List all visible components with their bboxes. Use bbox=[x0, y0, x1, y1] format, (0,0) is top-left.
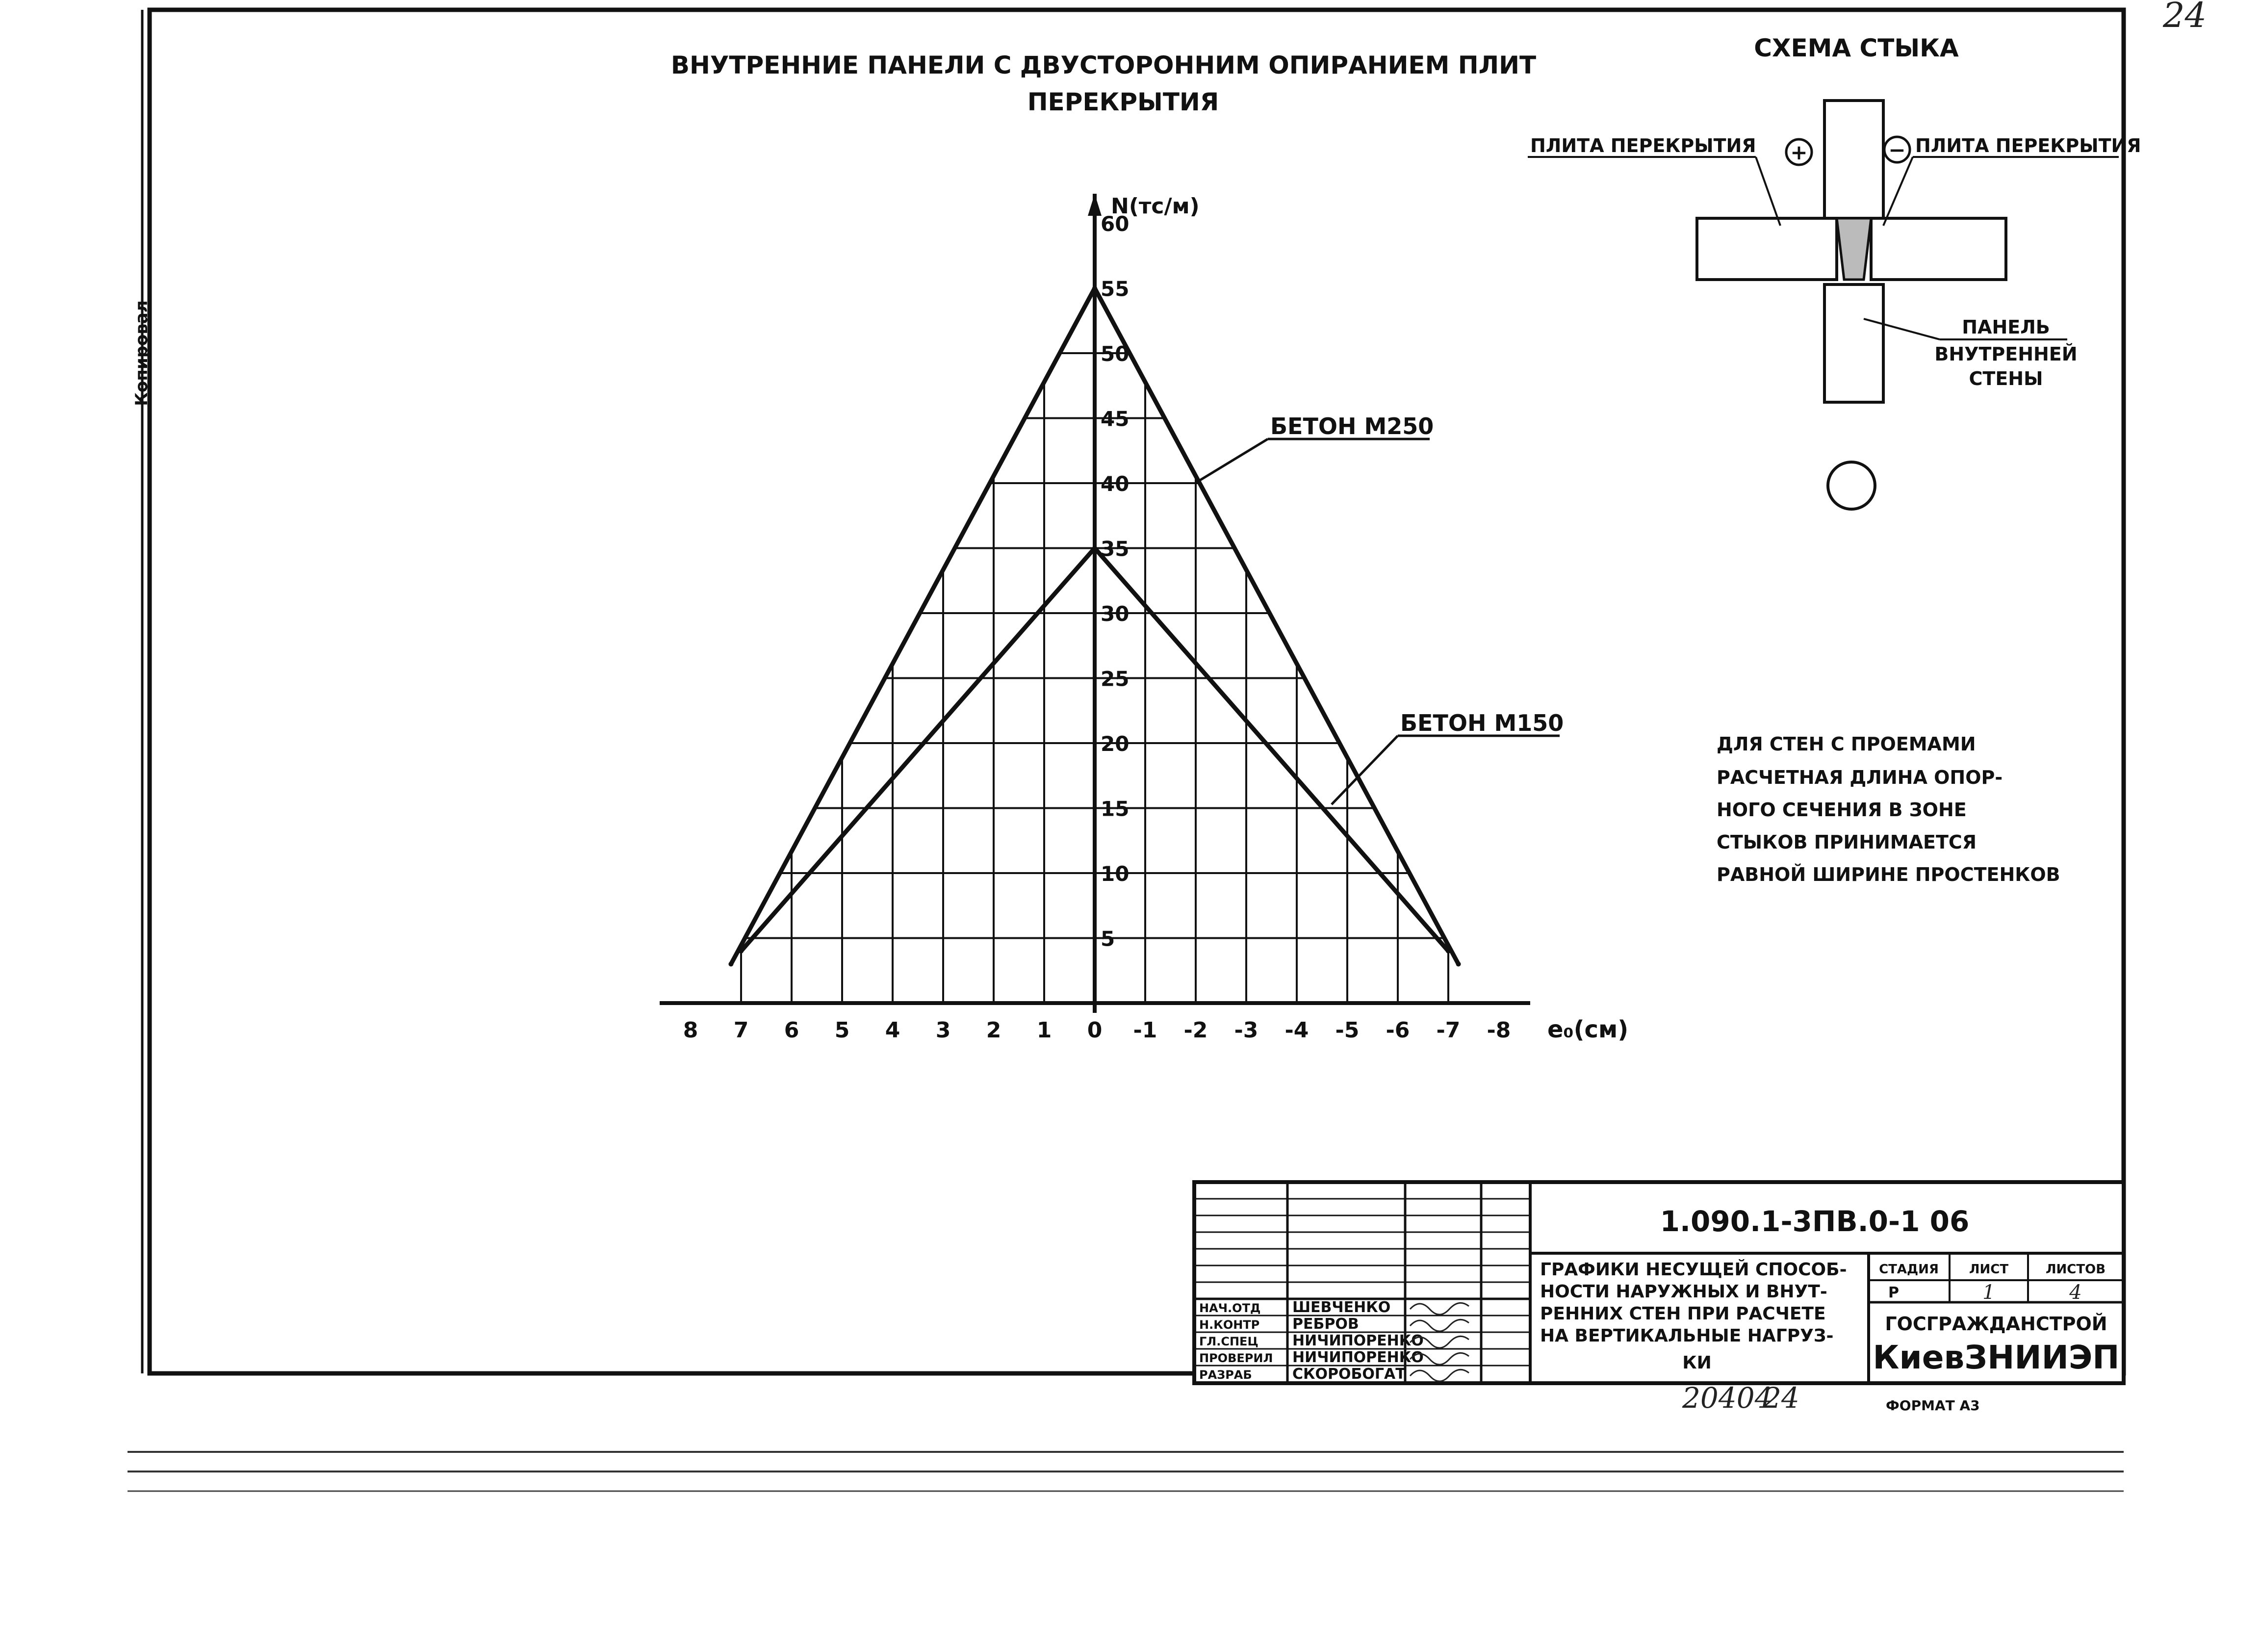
chart-title-line1: ВНУТРЕННИЕ ПАНЕЛИ С ДВУСТОРОННИМ ОПИРАНИЕМ ПЛИТ bbox=[670, 51, 1537, 79]
x-tick-label: 6 bbox=[784, 1018, 799, 1043]
stamp-desc-line1: ГРАФИКИ НЕСУЩЕЙ СПОСОБ- bbox=[1540, 1260, 1847, 1280]
y-axis-arrow bbox=[1088, 194, 1102, 216]
y-tick-label: 10 bbox=[1101, 862, 1130, 886]
axis-marker-circle bbox=[1828, 462, 1875, 509]
plate-right-label: ПЛИТА ПЕРЕКРЫТИЯ bbox=[1915, 135, 2141, 156]
series-point-m150 bbox=[739, 949, 744, 954]
x-tick-label: 7 bbox=[733, 1018, 749, 1043]
stamp-desc-line5: КИ bbox=[1682, 1353, 1712, 1373]
note-line5: РАВНОЙ ШИРИНЕ ПРОСТЕНКОВ bbox=[1717, 864, 2060, 885]
x-tick-label: -5 bbox=[1335, 1018, 1360, 1043]
plate-left-label: ПЛИТА ПЕРЕКРЫТИЯ bbox=[1530, 135, 1756, 156]
sheet-value: 1 bbox=[1982, 1281, 1995, 1304]
legend-label-m250: БЕТОН М250 bbox=[1270, 413, 1434, 439]
inventory-page: 24 bbox=[1763, 1381, 1799, 1415]
y-tick-label: 25 bbox=[1101, 667, 1130, 691]
note-line4: СТЫКОВ ПРИНИМАЕТСЯ bbox=[1717, 831, 1977, 853]
x-tick-label: -8 bbox=[1487, 1018, 1511, 1043]
stamp-desc-line3: РЕННИХ СТЕН ПРИ РАСЧЕТЕ bbox=[1540, 1304, 1826, 1324]
y-tick-label: 55 bbox=[1101, 277, 1130, 301]
x-tick-label: 0 bbox=[1087, 1018, 1103, 1043]
stamp-desc-line4: НА ВЕРТИКАЛЬНЫЕ НАГРУЗ- bbox=[1540, 1326, 1834, 1346]
left-plate bbox=[1697, 218, 1837, 280]
inventory-mark: 20404 bbox=[1682, 1381, 1773, 1415]
sheet-label: ЛИСТ bbox=[1969, 1262, 2009, 1277]
panel-label-line2: ВНУТРЕННЕЙ bbox=[1934, 343, 2078, 365]
y-tick-label: 50 bbox=[1101, 342, 1130, 366]
x-tick-label: 2 bbox=[986, 1018, 1002, 1043]
chart-axes bbox=[660, 194, 1530, 1013]
y-tick-label: 40 bbox=[1101, 472, 1130, 496]
format-label: ФОРМАТ А3 bbox=[1886, 1397, 1980, 1414]
stage-label: СТАДИЯ bbox=[1879, 1262, 1939, 1277]
panel-label-line1: ПАНЕЛЬ bbox=[1962, 316, 2050, 338]
note-line1: ДЛЯ СТЕН С ПРОЕМАМИ bbox=[1717, 733, 1976, 755]
lower-wall-panel bbox=[1824, 284, 1883, 402]
org-line1: ГОСГРАЖДАНСТРОЙ bbox=[1885, 1313, 2107, 1335]
y-tick-label: 60 bbox=[1101, 212, 1130, 236]
title-block bbox=[1194, 1182, 2124, 1383]
page-mark: 24 bbox=[2163, 0, 2207, 35]
y-tick-label: 30 bbox=[1101, 602, 1130, 626]
plate-right-leader bbox=[1883, 157, 1913, 226]
note-line2: РАСЧЕТНАЯ ДЛИНА ОПОР- bbox=[1717, 767, 2003, 788]
plus-sign: + bbox=[1790, 140, 1808, 164]
series-point-m250 bbox=[1092, 286, 1097, 291]
y-tick-label: 15 bbox=[1101, 797, 1130, 821]
series-point-m250 bbox=[1456, 962, 1461, 967]
x-tick-label: 8 bbox=[683, 1018, 698, 1043]
sheets-value: 4 bbox=[2069, 1281, 2082, 1304]
signer-role: Н.КОНТР bbox=[1199, 1318, 1260, 1332]
legend-leader-m250 bbox=[1199, 439, 1268, 481]
signer-name: ШЕВЧЕНКО bbox=[1292, 1299, 1391, 1316]
plate-left-leader bbox=[1756, 157, 1780, 226]
x-tick-label: -3 bbox=[1234, 1018, 1258, 1043]
y-tick-label: 20 bbox=[1101, 732, 1130, 756]
signer-name: СКОРОБОГАТ bbox=[1292, 1366, 1406, 1383]
signer-name: РЕБРОВ bbox=[1292, 1316, 1359, 1333]
x-tick-label: -1 bbox=[1133, 1018, 1157, 1043]
side-stamp: Копировал bbox=[132, 300, 152, 406]
signer-role: НАЧ.ОТД bbox=[1199, 1301, 1261, 1315]
y-tick-label: 5 bbox=[1101, 927, 1115, 951]
panel-label-leader bbox=[1864, 319, 1940, 339]
joint-mortar bbox=[1837, 218, 1871, 280]
signer-name: НИЧИПОРЕНКО bbox=[1292, 1349, 1424, 1366]
x-tick-label: -7 bbox=[1436, 1018, 1461, 1043]
signer-role: ГЛ.СПЕЦ bbox=[1199, 1335, 1258, 1348]
x-tick-label: -4 bbox=[1284, 1018, 1309, 1043]
minus-sign: − bbox=[1888, 138, 1906, 162]
signer-role: РАЗРАБ bbox=[1199, 1368, 1252, 1382]
design-note bbox=[1717, 733, 2060, 885]
series-point-m250 bbox=[728, 962, 733, 967]
chart-ticks bbox=[683, 212, 1511, 1043]
note-line3: НОГО СЕЧЕНИЯ В ЗОНЕ bbox=[1717, 799, 1967, 821]
right-plate bbox=[1871, 218, 2006, 280]
panel-label-line3: СТЕНЫ bbox=[1969, 368, 2043, 389]
stamp-code: 1.090.1-3ПВ.0-1 06 bbox=[1660, 1205, 1970, 1238]
signer-name: НИЧИПОРЕНКО bbox=[1292, 1332, 1424, 1349]
chart-title-line2: ПЕРЕКРЫТИЯ bbox=[1027, 88, 1219, 116]
upper-wall-panel bbox=[1824, 101, 1883, 218]
x-tick-label: 3 bbox=[935, 1018, 951, 1043]
x-tick-label: -6 bbox=[1386, 1018, 1410, 1043]
series-point-m150 bbox=[1092, 546, 1097, 551]
sheets-label: ЛИСТОВ bbox=[2045, 1262, 2106, 1277]
stage-value: Р bbox=[1888, 1284, 1899, 1301]
x-tick-label: 4 bbox=[885, 1018, 900, 1043]
x-axis-label: e₀(см) bbox=[1547, 1016, 1629, 1043]
y-tick-label: 35 bbox=[1101, 537, 1130, 561]
x-tick-label: -2 bbox=[1183, 1018, 1208, 1043]
y-tick-label: 45 bbox=[1101, 407, 1130, 431]
series-point-m150 bbox=[1446, 949, 1451, 954]
capacity-chart bbox=[660, 194, 1628, 1043]
legend-label-m150: БЕТОН М150 bbox=[1400, 710, 1564, 736]
scheme-title: СХЕМА СТЫКА bbox=[1754, 34, 1959, 62]
stamp-desc-line2: НОСТИ НАРУЖНЫХ И ВНУТ- bbox=[1540, 1282, 1827, 1302]
y-axis-label: N(тс/м) bbox=[1111, 194, 1200, 219]
x-tick-label: 1 bbox=[1036, 1018, 1052, 1043]
signer-role: ПРОВЕРИЛ bbox=[1199, 1351, 1273, 1365]
x-tick-label: 5 bbox=[834, 1018, 850, 1043]
joint-scheme bbox=[1528, 34, 2141, 509]
org-line2: КиевЗНИИЭП bbox=[1873, 1339, 2120, 1376]
